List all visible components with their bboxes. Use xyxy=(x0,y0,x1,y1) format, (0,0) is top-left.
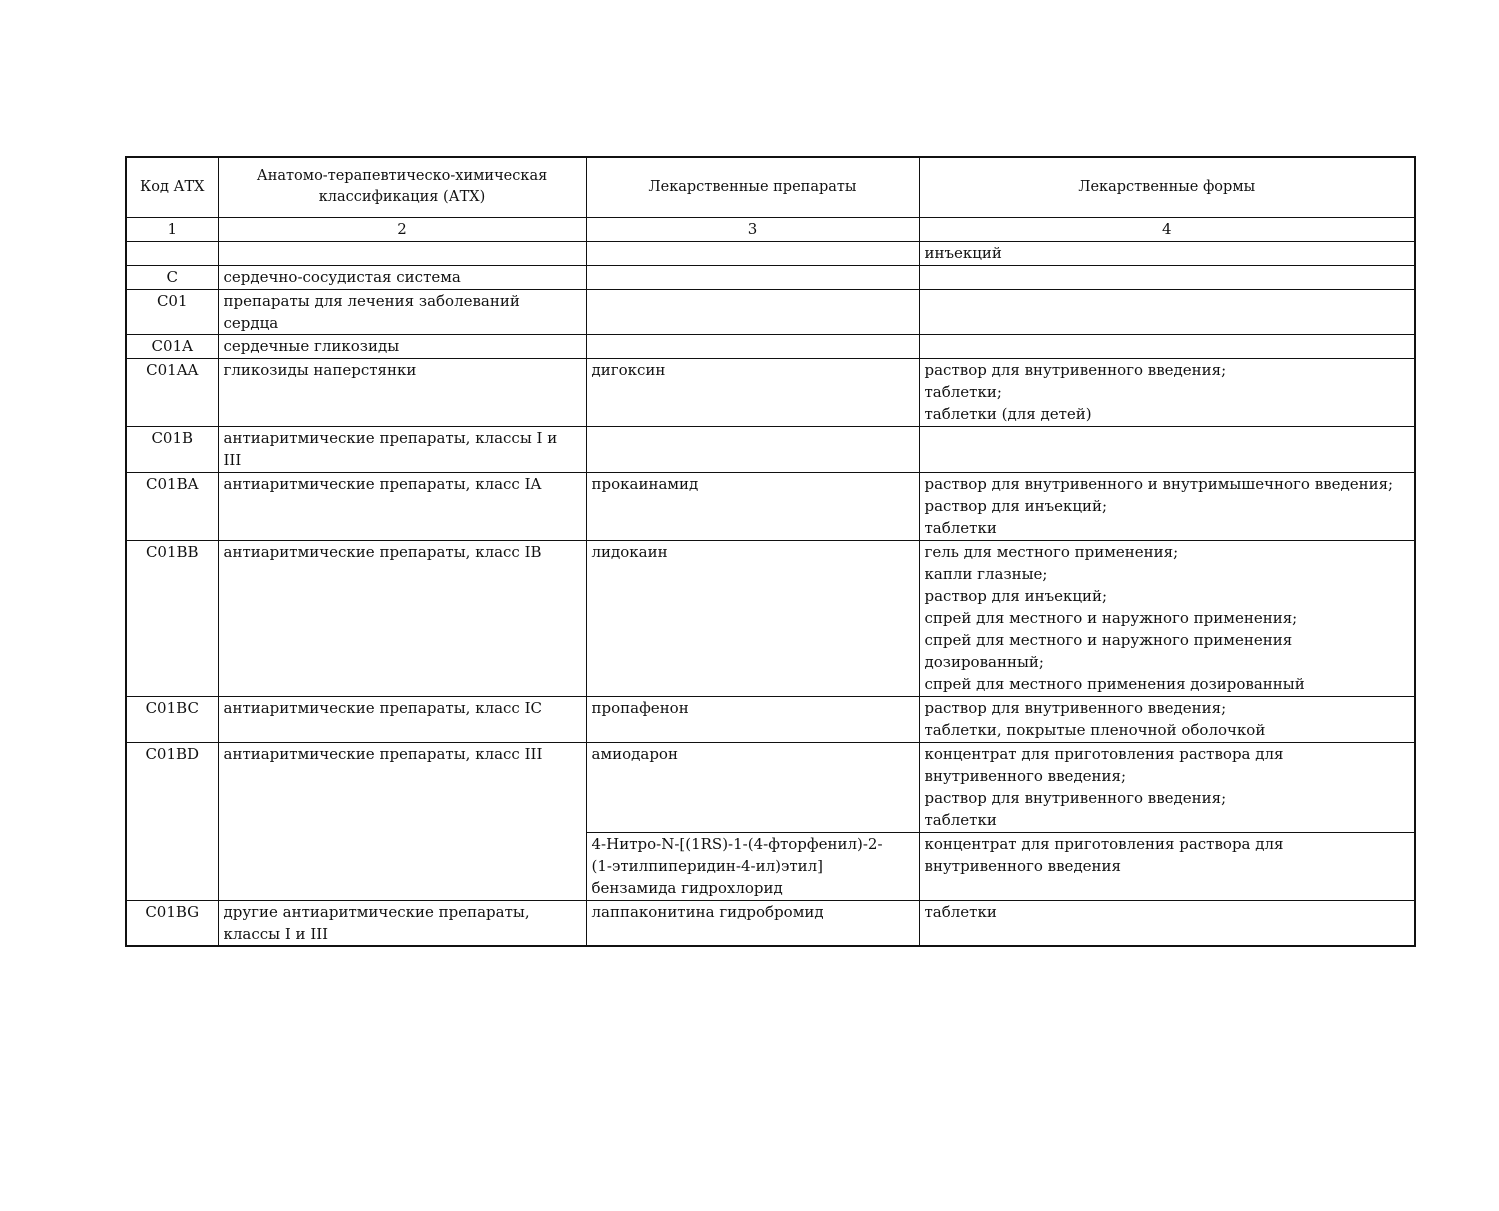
atc-classification: гликозиды наперстянки xyxy=(218,358,586,426)
table-row xyxy=(126,426,1415,472)
drug-name: амиодарон xyxy=(586,742,919,832)
dosage-forms: раствор для внутривенного введения; таблетки, покрытые пленочной оболочкой xyxy=(919,696,1415,742)
atc-classification: антиаритмические препараты, класс IB xyxy=(218,540,586,696)
table-row xyxy=(126,900,1415,946)
dosage-forms: концентрат для приготовления раствора для внутривенного введения xyxy=(919,832,1415,900)
dosage-forms xyxy=(919,426,1415,472)
table-row xyxy=(126,742,1415,832)
column-number-row xyxy=(126,217,1415,241)
atc-code: C01BC xyxy=(126,696,218,742)
table-row xyxy=(126,472,1415,540)
atc-code: C xyxy=(126,265,218,289)
drug-name xyxy=(586,334,919,358)
atc-classification: другие антиаритмические препараты, классы I и III xyxy=(218,900,586,946)
header-drugs: Лекарственные препараты xyxy=(586,157,919,217)
dosage-forms: раствор для внутривенного и внутримышечного введения; раствор для инъекций; таблетки xyxy=(919,472,1415,540)
table-row xyxy=(126,334,1415,358)
atc-code: C01BG xyxy=(126,900,218,946)
header-forms: Лекарственные формы xyxy=(919,157,1415,217)
drug-name xyxy=(586,265,919,289)
drug-name xyxy=(586,426,919,472)
atc-classification: антиаритмические препараты, класс IC xyxy=(218,696,586,742)
drug-name: дигоксин xyxy=(586,358,919,426)
atc-code xyxy=(126,241,218,265)
table-row xyxy=(126,241,1415,265)
table-row xyxy=(126,289,1415,334)
drug-name xyxy=(586,289,919,334)
atc-classification: антиаритмические препараты, класс IA xyxy=(218,472,586,540)
header-atc: Анатомо-терапевтическо-химическая классификация (АТХ) xyxy=(218,157,586,217)
dosage-forms xyxy=(919,265,1415,289)
atc-code: C01A xyxy=(126,334,218,358)
col-number: 3 xyxy=(586,217,919,241)
atc-classification: антиаритмические препараты, классы I и III xyxy=(218,426,586,472)
dosage-forms: раствор для внутривенного введения; таблетки; таблетки (для детей) xyxy=(919,358,1415,426)
atc-code: C01B xyxy=(126,426,218,472)
atc-classification: препараты для лечения заболеваний сердца xyxy=(218,289,586,334)
atc-code: C01BA xyxy=(126,472,218,540)
table-header-row xyxy=(126,157,1415,217)
drug-name: 4-Нитро-N-[(1RS)-1-(4-фторфенил)-2- (1-этилпиперидин-4-ил)этил] бензамида гидрохлорид xyxy=(586,832,919,900)
dosage-forms: концентрат для приготовления раствора для внутривенного введения; раствор для внутривенного введения; таблетки xyxy=(919,742,1415,832)
table-row xyxy=(126,265,1415,289)
dosage-forms: инъекций xyxy=(919,241,1415,265)
drug-name: прокаинамид xyxy=(586,472,919,540)
atc-code: C01BB xyxy=(126,540,218,696)
table-row xyxy=(126,358,1415,426)
atc-classification xyxy=(218,241,586,265)
drug-name: лаппаконитина гидробромид xyxy=(586,900,919,946)
drug-name: пропафенон xyxy=(586,696,919,742)
dosage-forms xyxy=(919,334,1415,358)
table-row xyxy=(126,696,1415,742)
dosage-forms xyxy=(919,289,1415,334)
atc-code: C01AA xyxy=(126,358,218,426)
dosage-forms: гель для местного применения; капли глазные; раствор для инъекций; спрей для местного и наружного применения; спрей для местного и наружного применения дозированный; спрей для местного применения дозированный xyxy=(919,540,1415,696)
col-number: 1 xyxy=(126,217,218,241)
atc-code: C01BD xyxy=(126,742,218,900)
drug-name: лидокаин xyxy=(586,540,919,696)
dosage-forms: таблетки xyxy=(919,900,1415,946)
atc-classification: сердечные гликозиды xyxy=(218,334,586,358)
atc-classification: антиаритмические препараты, класс III xyxy=(218,742,586,900)
drug-name xyxy=(586,241,919,265)
atc-drug-table xyxy=(125,156,1416,947)
col-number: 2 xyxy=(218,217,586,241)
header-code: Код АТХ xyxy=(126,157,218,217)
col-number: 4 xyxy=(919,217,1415,241)
atc-code: C01 xyxy=(126,289,218,334)
atc-classification: сердечно-сосудистая система xyxy=(218,265,586,289)
table-row xyxy=(126,540,1415,696)
